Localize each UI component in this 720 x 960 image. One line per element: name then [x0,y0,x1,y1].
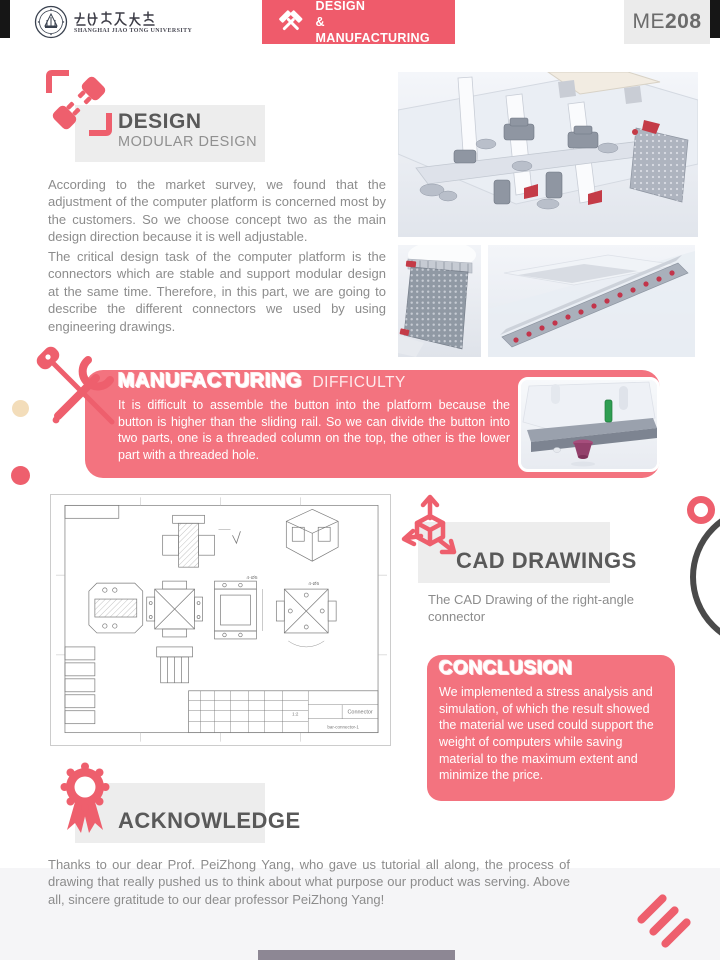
render-pin-rail-image [488,245,695,357]
drawing-dim-label-1: 4-Ø5 [246,575,258,582]
award-ribbon-icon [55,762,115,836]
course-code-box [624,0,710,44]
header-badge [262,0,455,44]
manufacturing-title-row [118,370,406,393]
university-name-calligraphy [74,10,158,28]
university-seal-icon [34,5,68,39]
badge-line1: DESIGN [315,0,366,13]
manufacturing-title: MANUFACTURING [118,370,303,392]
drawing-part-name: Connector [347,709,373,716]
deco-dark-circle [690,505,720,649]
university-name-en: SHANGHAI JIAO TONG UNIVERSITY [74,28,193,34]
render-perforated-plate-image [398,245,481,357]
design-paragraph-2: The critical design task of the computer platform is the connectors which are stable and support modular design at the same time. Therefore, in this part, we are going to describe the different connectors we used by using engineering drawings. [48,249,386,334]
acknowledge-title: ACKNOWLEDGE [118,808,301,833]
course-number: 208 [664,10,702,33]
design-title [118,110,257,150]
drawing-number: bar-connector-1 [327,724,359,730]
render-exploded-frame-image [398,72,698,237]
footer-bar [258,950,455,960]
crossed-hammers-icon [276,7,306,37]
design-subtitle-text: MODULAR DESIGN [118,134,258,150]
drawing-scale: 1:2 [292,711,299,717]
cad-title: CAD DRAWINGS [456,548,637,573]
deco-pink-dot [11,466,30,485]
conclusion-body: We implemented a stress analysis and simulation, of which the result showed the material we used could support the weight of computers while saving material to the maximum extent and minimize the price. [439,685,654,783]
badge-line2: & MANUFACTURING [315,14,430,46]
deco-cream-dot [12,400,29,417]
design-paragraph-1: According to the market survey, we found that the adjustment of the computer platform is concerned most by the customers. So we choose concept two as the main design direction because it is well adjustable. [48,177,386,245]
page-edge-accent-left [0,0,10,38]
course-prefix: ME [632,10,665,33]
render-button-rail-image [518,377,660,472]
conclusion-title: CONCLUSION [439,658,573,679]
university-logo [34,5,192,39]
plug-connector-icon [44,68,114,138]
3d-axes-cube-icon [400,490,462,562]
engineering-drawing-image [50,494,391,746]
cad-caption: The CAD Drawing of the right-angle connector [428,592,634,625]
acknowledge-body: Thanks to our dear Prof. PeiZhong Yang, who gave us tutorial all along, the process of drawing that really pushed us to think about what purpose our product was serving. Above all, sincere gratitude to our dear professor PeiZhong Yang! [48,857,570,907]
page-edge-accent-right [710,0,720,38]
manufacturing-subtitle: DIFFICULTY [312,374,406,391]
drawing-dim-label-2: 4-Ø5 [308,581,320,588]
design-title-text: DESIGN [118,110,202,133]
manufacturing-body: It is difficult to assemble the button into the platform because the button is higher than the sliding rail. So we can divide the button into two parts, one is a threaded column on the top, the other is the lower part with a threaded hole. [118,398,510,462]
header [0,0,720,44]
deco-pink-ring [687,496,715,524]
